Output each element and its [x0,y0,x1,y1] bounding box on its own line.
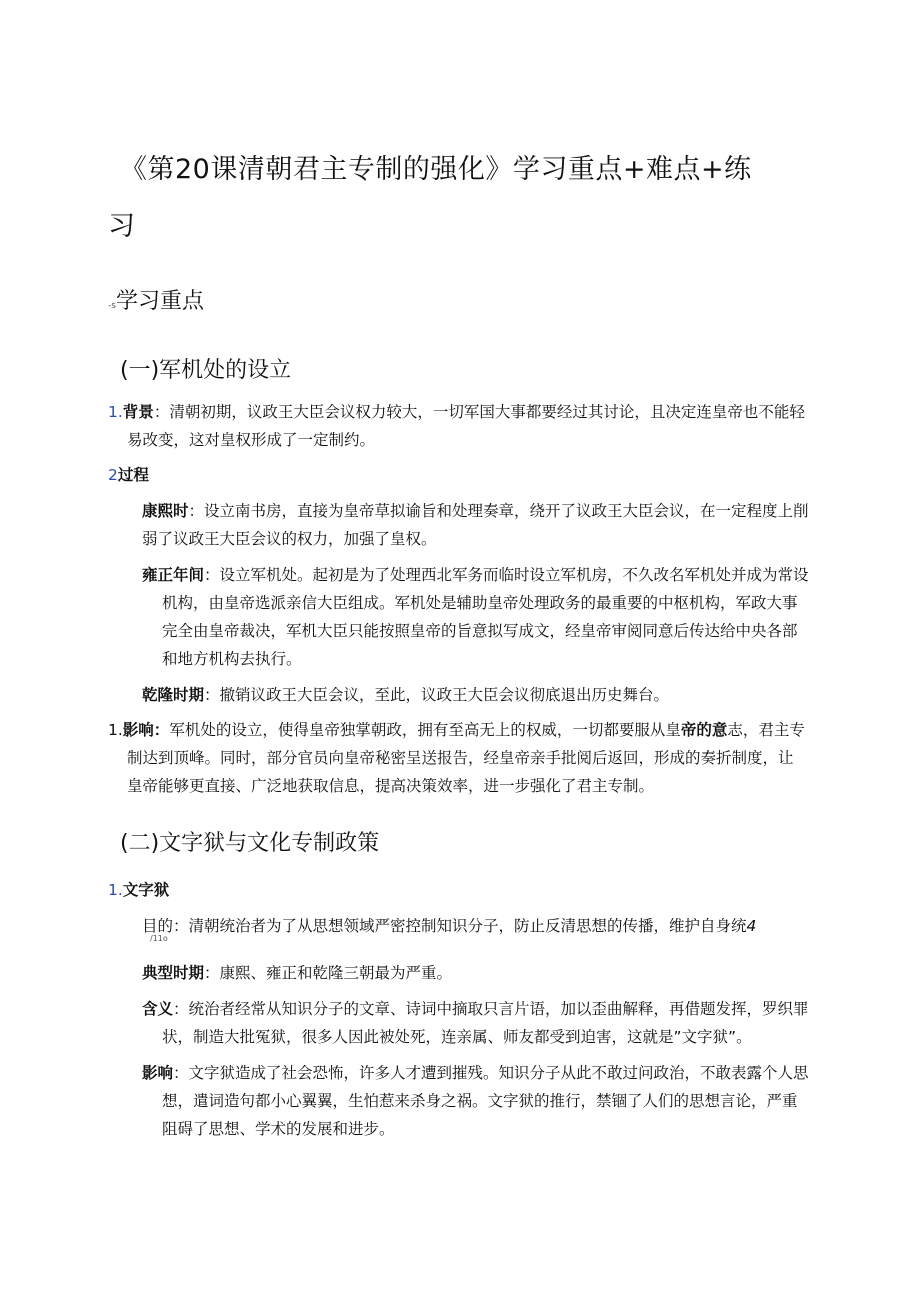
item-label: 过程 [117,466,149,484]
item-text: ：康熙、雍正和乾隆三朝最为严重。 [204,964,453,982]
part1-item2 [108,461,149,489]
item-text: ：设立南书房，直接为皇帝草拟谕旨和处理奏章，绕开了议政王大臣会议，在一定程度上削 [188,502,809,520]
kangxi-line1 [142,497,809,525]
typical-line [142,959,452,987]
item-label: 目的 [142,917,174,935]
part1-item1-line1 [108,398,805,426]
item-label: 影响： [122,721,170,739]
impact-line3: 阻碍了思想、学术的发展和进步。 [162,1120,395,1138]
item-text-bold: 帝的意 [680,721,728,739]
page-footnote: /11o [150,934,168,943]
item-text-tail: 4 [746,917,757,935]
part1-item1-line2: 易改变，这对皇权形成了一定制约。 [127,431,376,449]
item-text: ：设立军机处。起初是为了处理西北军务而临时设立军机房，不久改名军机处并成为常设 [204,566,809,584]
impact-line2: 想，遣词造句都小心翼翼，生怕惹来杀身之祸。文字狱的推行，禁锢了人们的思想言论，严重 [162,1092,798,1110]
section-title: 学习重点 [115,289,204,314]
document-title-line1: 《第20课清朝君主专制的强化》学习重点+难点+练 [120,154,752,185]
item-label: 乾隆时期 [142,686,205,704]
yongzheng-line4: 和地方机构去执行。 [162,650,302,668]
item-text: ：清朝统治者为了从思想领域严密控制知识分子，防止反清思想的传播，维护自身统 [173,917,747,935]
list-number: 1. [108,721,123,739]
section-heading [108,287,204,317]
item-label: 含义 [142,1000,174,1018]
item-text: 志，君主专 [727,721,805,739]
part1-item3-line3: 皇帝能够更直接、广泛地获取信息，提高决策效率，进一步强化了君主专制。 [127,777,655,795]
item-text: ：统治者经常从知识分子的文章、诗词中摘取只言片语，加以歪曲解释，再借题发挥，罗织罪 [173,1000,809,1018]
part1-item3-line1 [108,716,805,744]
item-text: ：清朝初期，议政王大臣会议权力较大，一切军国大事都要经过其讨论，且决定连皇帝也不能轻 [153,403,805,421]
part1-heading: (一)军机处的设立 [120,358,292,383]
yongzheng-line1 [142,561,809,589]
part2-item1 [108,876,169,904]
item-label: 康熙时 [142,502,189,520]
impact-line1 [142,1059,809,1087]
list-number: 2 [108,466,118,484]
document-title-line2: 习 [108,211,136,242]
kangxi-line2: 弱了议政王大臣会议的权力，加强了皇权。 [142,530,437,548]
meaning-line2: 状，制造大批冤狱，很多人因此被处死，连亲属、师友都受到迫害，这就是”文字狱”。 [162,1028,752,1046]
qianlong-line [142,681,669,709]
item-label: 文字狱 [122,881,170,899]
item-text: ：文字狱造成了社会恐怖，许多人才遭到摧残。知识分子从此不敢过问政治，不敢表露个人思 [173,1064,809,1082]
item-label: 背景 [122,403,154,421]
item-text: 军机处的设立，使得皇帝独掌朝政，拥有至高无上的权威，一切都要服从皇 [169,721,681,739]
section-marker: -s [108,301,116,311]
list-number: 1. [108,881,123,899]
item-label: 典型时期 [142,964,205,982]
list-number: 1. [108,403,123,421]
part1-item3-line2: 制达到顶峰。同时，部分官员向皇帝秘密呈送报告，经皇帝亲手批阅后返回，形成的奏折制度，让 [127,749,794,767]
item-text: ：撤销议政王大臣会议，至此，议政王大臣会议彻底退出历史舞台。 [204,686,670,704]
part2-heading: (二)文字狱与文化专制政策 [120,831,380,856]
item-label: 雍正年间 [142,566,205,584]
yongzheng-line3: 完全由皇帝裁决，军机大臣只能按照皇帝的旨意拟写成文，经皇帝审阅同意后传达给中央各部 [162,622,798,640]
purpose-line [142,912,756,940]
yongzheng-line2: 机构，由皇帝选派亲信大臣组成。军机处是辅助皇帝处理政务的最重要的中枢机构，军政大事 [162,594,798,612]
meaning-line1 [142,995,809,1023]
item-label: 影响 [142,1064,174,1082]
